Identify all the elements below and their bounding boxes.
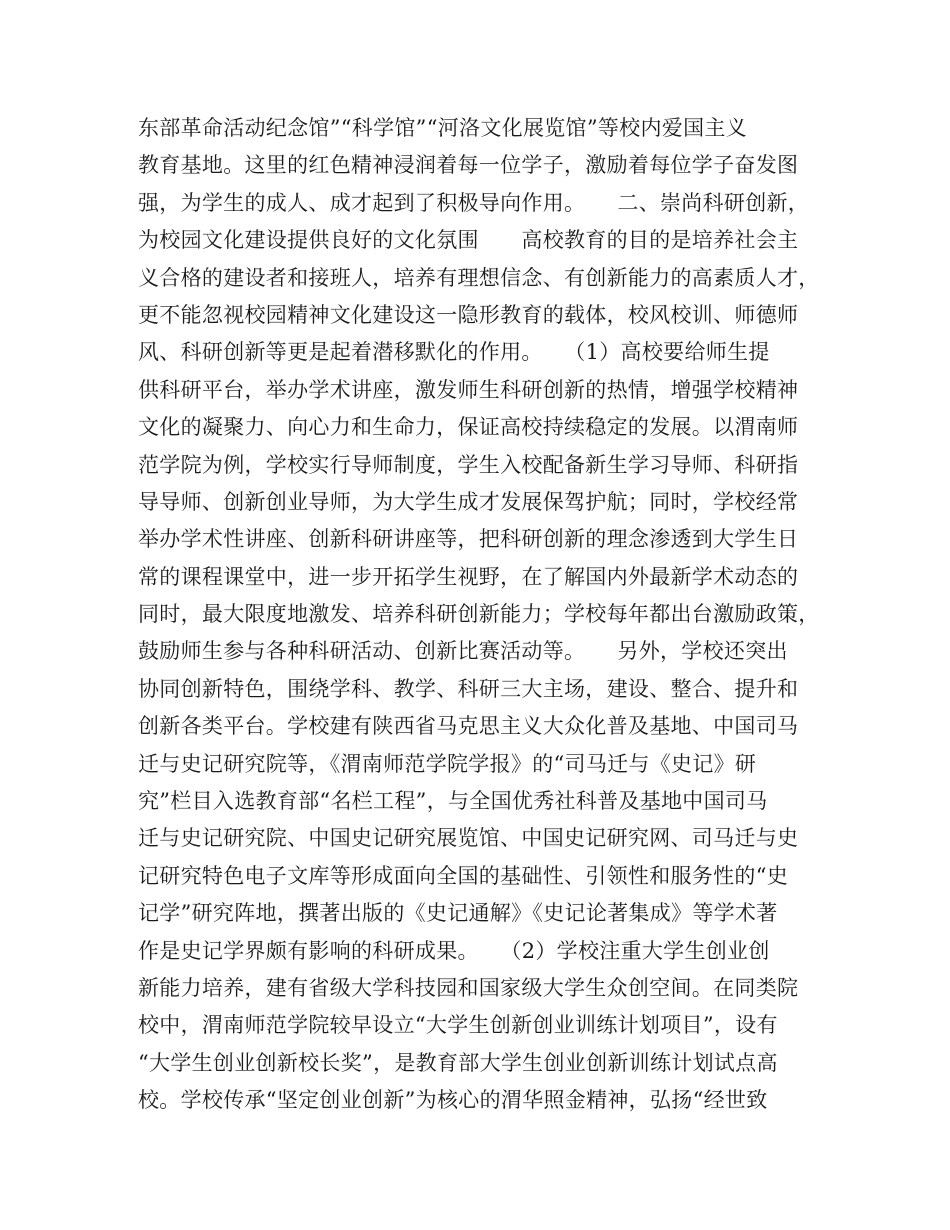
text-line: 迁与史记研究院等，《渭南师范学院学报》的“司马迁与《史记》研 <box>138 751 757 776</box>
text-line: 常的课程课堂中，进一步开拓学生视野，在了解国内外最新学术动态的 <box>138 564 799 589</box>
text-line: 教育基地。这里的红色精神浸润着每一位学子，激励着每位学子奋发图 <box>138 153 799 178</box>
text-line: 迁与史记研究院、中国史记研究展览馆、中国史记研究网、司马迁与史 <box>138 826 799 851</box>
text-line: 义合格的建设者和接班人，培养有理想信念、有创新能力的高素质人才， <box>138 265 820 290</box>
text-line: 记学”研究阵地，撰著出版的《史记通解》《史记论著集成》等学术著 <box>138 901 778 926</box>
text-line: 协同创新特色，围绕学科、教学、科研三大主场，建设、整合、提升和 <box>138 676 799 701</box>
text-line: 强，为学生的成人、成才起到了积极导向作用。 二、崇尚科研创新， <box>138 190 810 215</box>
text-line: 究”栏目入选教育部“名栏工程”，与全国优秀社科普及基地中国司马 <box>138 789 768 814</box>
body-text <box>138 110 828 1120</box>
text-line: 创新各类平台。学校建有陕西省马克思主义大众化普及基地、中国司马 <box>138 714 799 739</box>
text-line: 记研究特色电子文库等形成面向全国的基础性、引领性和服务性的“史 <box>138 863 789 888</box>
text-line: 文化的凝聚力、向心力和生命力，保证高校持续稳定的发展。以渭南师 <box>138 415 799 440</box>
text-line: 供科研平台，举办学术讲座，激发师生科研创新的热情，增强学校精神 <box>138 377 799 402</box>
text-line: 鼓励师生参与各种科研活动、创新比赛活动等。 另外，学校还突出 <box>138 639 788 664</box>
text-line: “大学生创业创新校长奖”，是教育部大学生创业创新训练计划试点高 <box>138 1050 778 1075</box>
text-line: 为校园文化建设提供良好的文化氛围 高校教育的目的是培养社会主 <box>138 228 799 253</box>
text-line: 同时，最大限度地激发、培养科研创新能力；学校每年都出台激励政策， <box>138 602 820 627</box>
text-line: 东部革命活动纪念馆”“科学馆”“河洛文化展览馆”等校内爱国主义 <box>138 116 747 140</box>
text-line: 举办学术性讲座、创新科研讲座等，把科研创新的理念渗透到大学生日 <box>138 527 799 552</box>
text-line: 范学院为例，学校实行导师制度，学生入校配备新生学习导师、科研指 <box>138 452 799 477</box>
text-line: 导导师、创新创业导师，为大学生成才发展保驾护航；同时，学校经常 <box>138 489 799 514</box>
text-line: 作是史记学界颇有影响的科研成果。 （2）学校注重大学生创业创 <box>138 938 770 963</box>
text-line: 新能力培养，建有省级大学科技园和国家级大学生众创空间。在同类院 <box>138 975 799 1000</box>
text-line: 更不能忽视校园精神文化建设这一隐形教育的载体，校风校训、师德师 <box>138 302 799 327</box>
text-line: 校。学校传承“坚定创业创新”为核心的渭华照金精神，弘扬“经世致 <box>138 1088 768 1113</box>
text-line: 校中，渭南师范学院较早设立“大学生创新创业训练计划项目”，设有 <box>138 1013 778 1038</box>
text-line: 风、科研创新等更是起着潜移默化的作用。 （1）高校要给师生提 <box>138 340 770 365</box>
